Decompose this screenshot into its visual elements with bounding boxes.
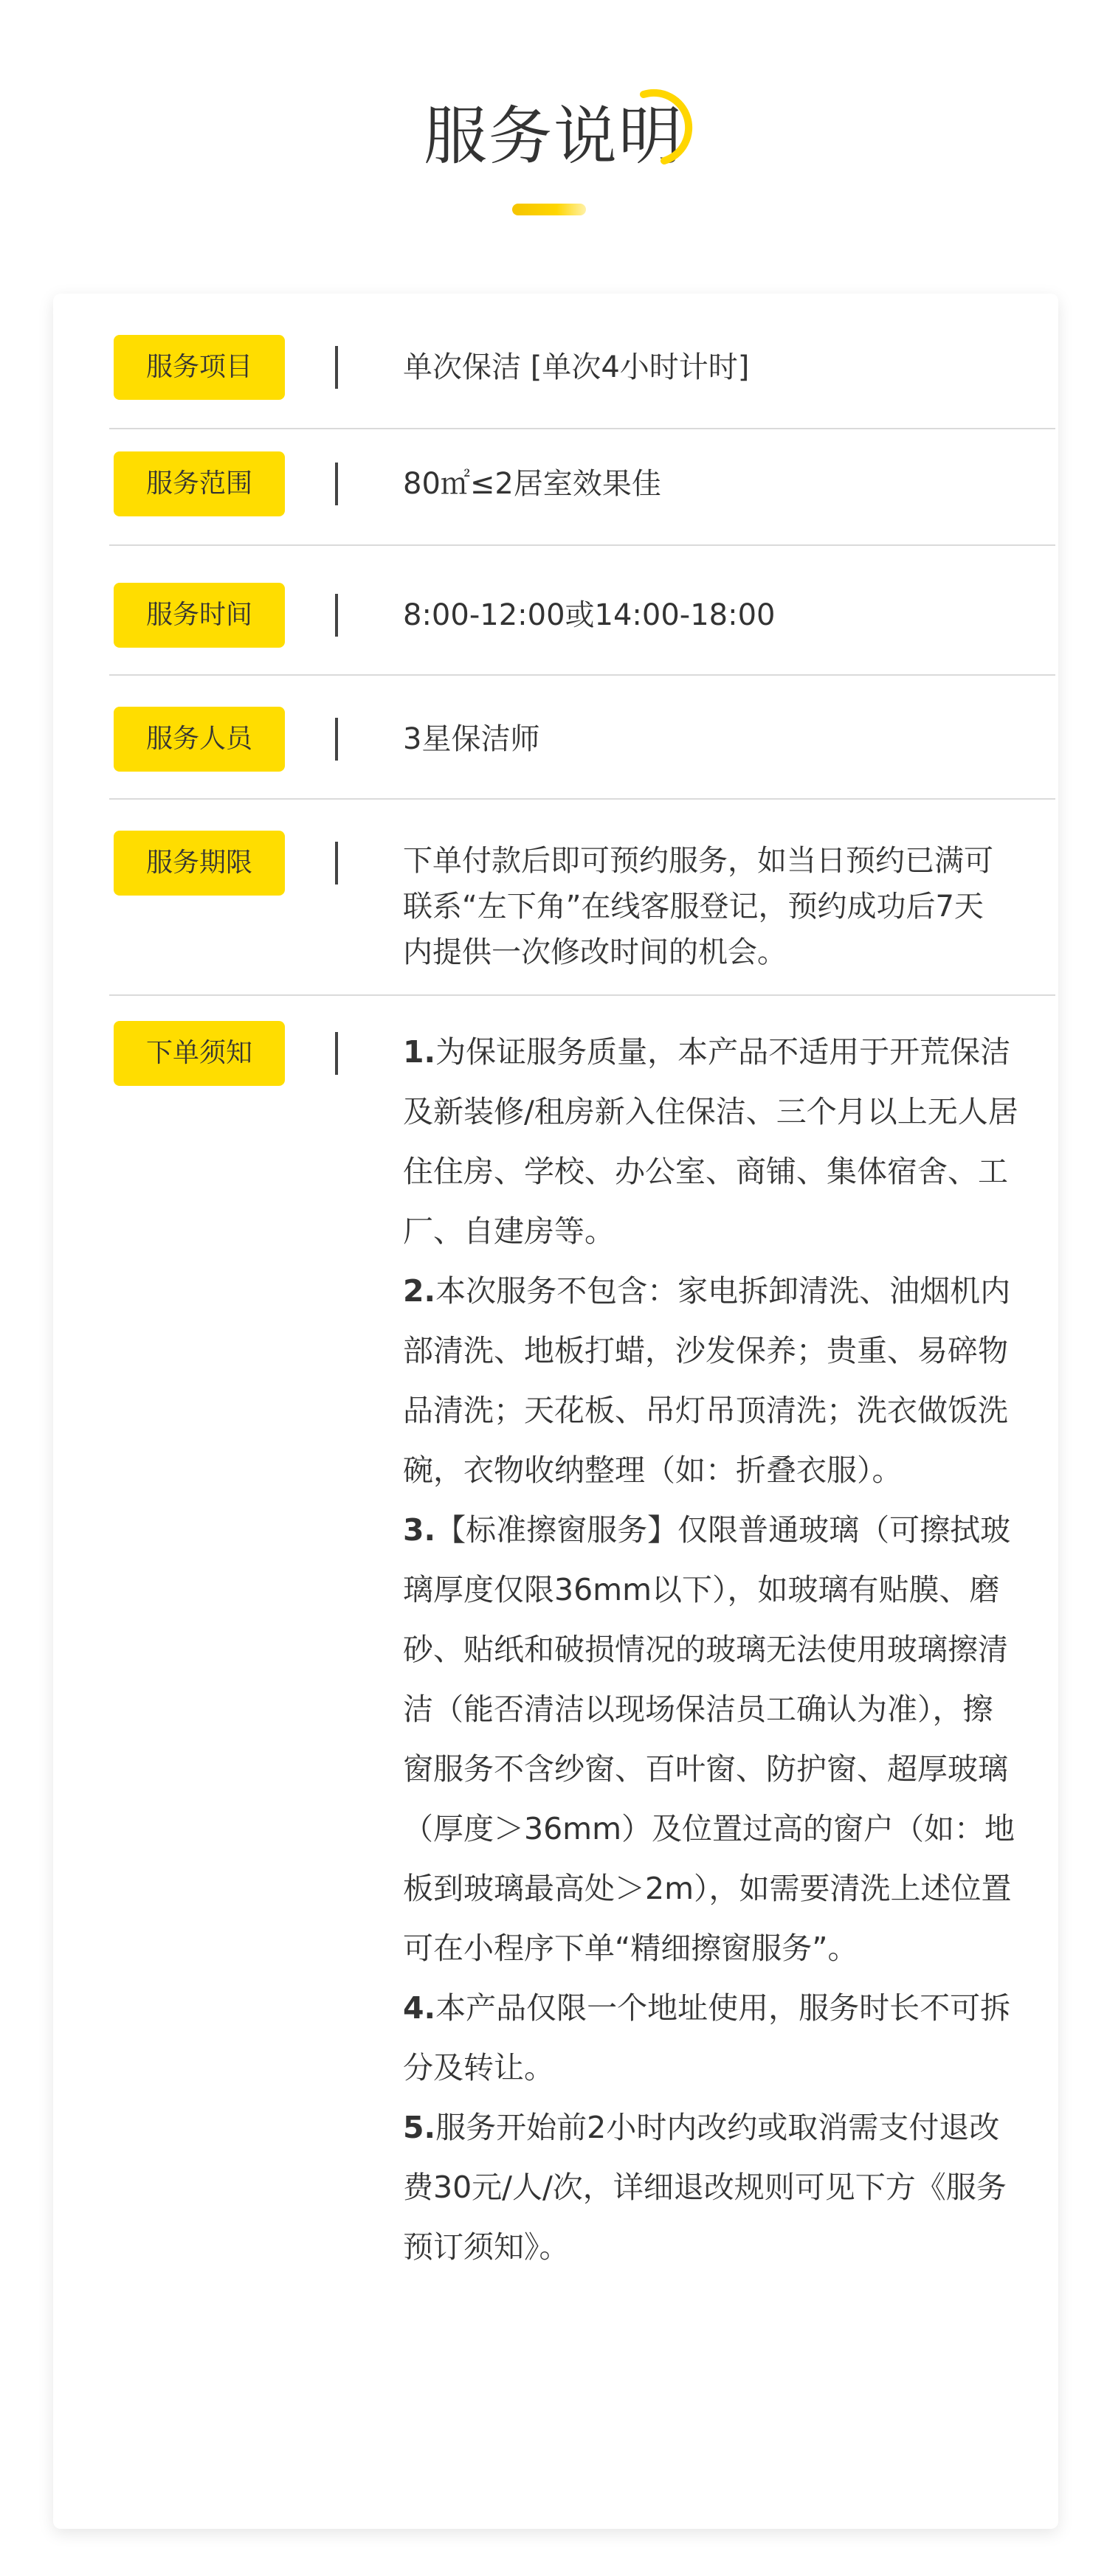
separator-bar — [335, 718, 338, 761]
value-service-item: 单次保洁 [单次4小时计时] — [403, 350, 750, 384]
notice-item-text: 本产品仅限一个地址使用，服务时长不可拆分及转让。 — [403, 1990, 1011, 2085]
row-divider — [109, 994, 1055, 996]
notice-item — [403, 2098, 1023, 2277]
notice-item-text: 【标准擦窗服务】仅限普通玻璃（可擦拭玻璃厚度仅限36mm以下），如玻璃有贴膜、磨砂、贴纸和破损情况的玻璃无法使用玻璃擦清洁（能否清洁以现场保洁员工确认为准），擦窗服务不含纱窗、百叶窗、防护窗、超厚玻璃（厚度＞36mm）及位置过高的窗户（如：地板到玻璃最高处＞2m），如需要清洗上述位置可在小程序下单“精细擦窗服务”。 — [403, 1512, 1015, 1966]
notice-item-number: 4. — [403, 1990, 436, 2026]
row-divider — [109, 544, 1055, 546]
notice-item-number: 1. — [403, 1034, 436, 1070]
notice-item — [403, 1022, 1023, 1261]
separator-bar — [335, 463, 338, 505]
notice-list — [403, 1022, 1023, 2277]
row-divider — [109, 428, 1055, 429]
value-service-scope: 80㎡≤2居室效果佳 — [403, 467, 661, 501]
title-arc-decoration — [613, 81, 708, 177]
notice-item-number: 5. — [403, 2110, 436, 2145]
value-service-staff: 3星保洁师 — [403, 722, 540, 756]
row-divider — [109, 798, 1055, 800]
notice-item-text: 服务开始前2小时内改约或取消需支付退改费30元/人/次，详细退改规则可见下方《服务预订须知》。 — [403, 2110, 1007, 2265]
value-service-period: 下单付款后即可预约服务，如当日预约已满可联系“左下角”在线客服登记，预约成功后7天内提供一次修改时间的机会。 — [403, 844, 993, 969]
label-service-period: 服务期限 — [114, 831, 285, 896]
notice-item — [403, 1978, 1023, 2098]
notice-item — [403, 1500, 1023, 1978]
notice-item-text: 为保证服务质量，本产品不适用于开荒保洁及新装修/租房新入住保洁、三个月以上无人居住住房、学校、办公室、商铺、集体宿舍、工厂、自建房等。 — [403, 1034, 1018, 1249]
separator-bar — [335, 1032, 338, 1075]
label-service-scope: 服务范围 — [114, 451, 285, 516]
label-service-time: 服务时间 — [114, 583, 285, 648]
separator-bar — [335, 842, 338, 884]
label-order-notice: 下单须知 — [114, 1021, 285, 1086]
notice-item-number: 2. — [403, 1273, 436, 1309]
notice-item-number: 3. — [403, 1512, 436, 1548]
page-header — [0, 0, 1107, 236]
notice-item — [403, 1261, 1023, 1500]
notice-item-text: 本次服务不包含：家电拆卸清洗、油烟机内部清洗、地板打蜡，沙发保养；贵重、易碎物品清洗；天花板、吊灯吊顶清洗；洗衣做饭洗碗，衣物收纳整理（如：折叠衣服）。 — [403, 1273, 1011, 1488]
value-service-time: 8:00-12:00或14:00-18:00 — [403, 598, 776, 632]
label-service-item: 服务项目 — [114, 335, 285, 400]
separator-bar — [335, 594, 338, 637]
title-underline — [512, 204, 586, 215]
label-service-staff: 服务人员 — [114, 707, 285, 772]
page-title: 服务说明 — [424, 100, 683, 173]
row-divider — [109, 674, 1055, 676]
separator-bar — [335, 346, 338, 389]
service-info-card — [53, 294, 1058, 2529]
